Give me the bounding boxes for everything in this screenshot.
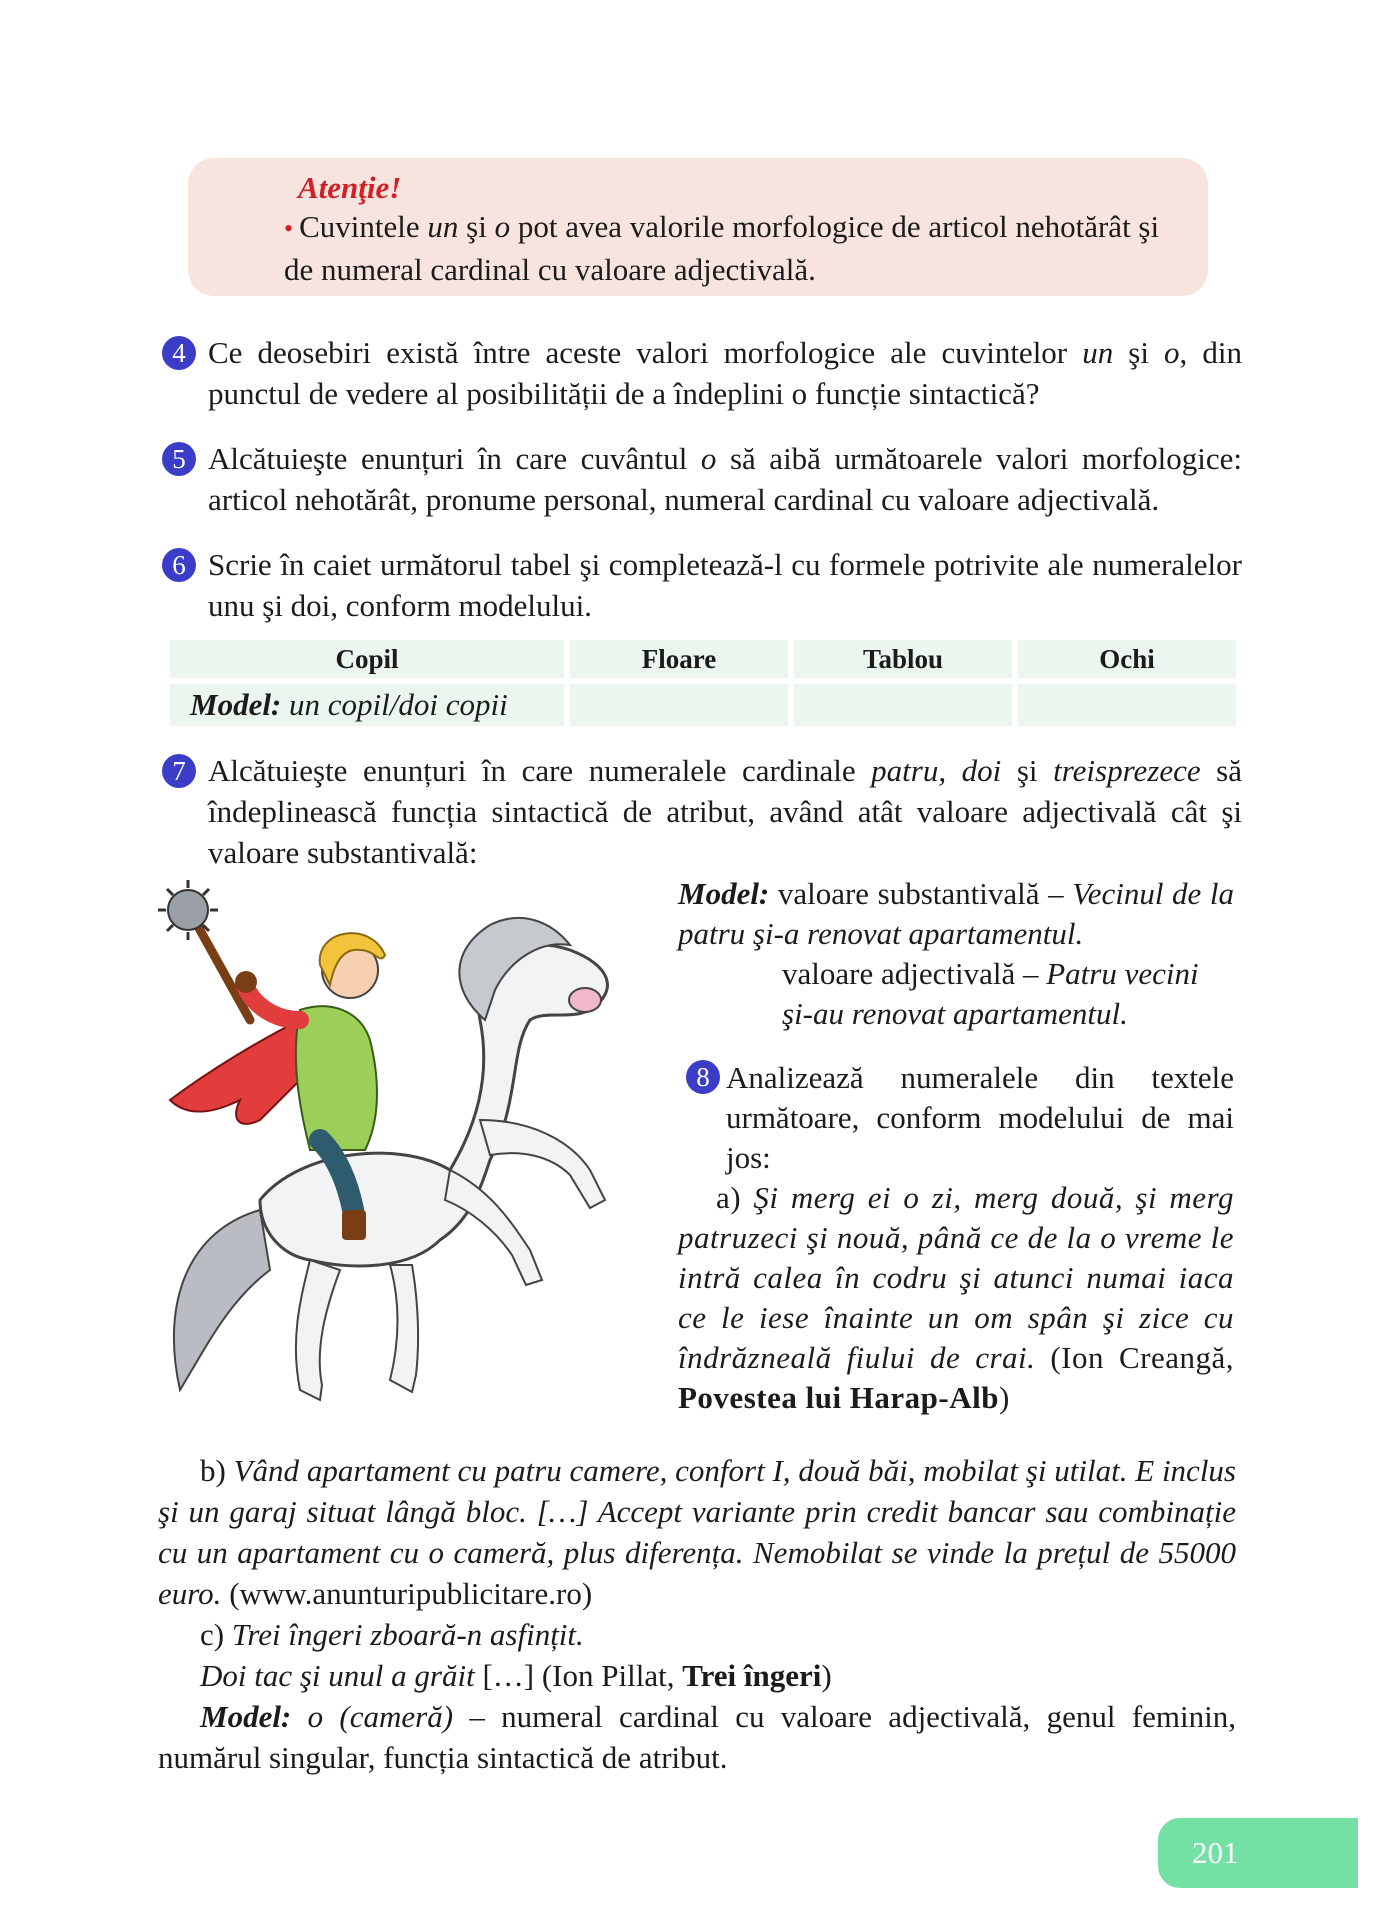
model-example-7: Model: valoare substantivală – Vecinul de la patru şi-a renovat apartamentul. valoare adjectivală – Patru vecini şi-au renovat apartamentul.: [678, 876, 1234, 1031]
exercise-text: Ce deosebiri există între aceste valori morfologice ale cuvintelor un şi o, din punctul de vedere al posibilității de a îndeplini o funcție sintactică?: [208, 335, 1242, 411]
exercise-text: Analizează numeralele din textele următoare, conform modelului de mai jos:: [726, 1060, 1234, 1175]
table-header-row: [170, 640, 1236, 678]
attention-box: [188, 158, 1208, 296]
exercise-7: [162, 750, 1242, 873]
table-header-cell: Ochi: [1018, 640, 1236, 678]
table-header-cell: Floare: [570, 640, 788, 678]
exercise-5: [162, 438, 1242, 520]
text-c: c) Trei îngeri zboară-n asfințit. Doi tac şi unul a grăit […] (Ion Pillat, Trei îngeri) Model: o (cameră) – numeral cardinal cu valoare adjectivală, genul feminin, numărul singular, funcția sintactică de atribut.: [158, 1614, 1236, 1778]
exercise-6: [162, 544, 1242, 626]
table-header-cell: Copil: [170, 640, 564, 678]
exercise-text: Alcătuieşte enunțuri în care cuvântul o să aibă următoarele valori morfologice: articol nehotărât, pronume personal, numeral cardinal cu valoare adjectivală.: [208, 441, 1242, 517]
table-empty-cell: [570, 684, 788, 726]
prince-on-horse-icon: [150, 870, 630, 1430]
bullet-icon: •: [284, 214, 294, 243]
attention-text: • Cuvintele un şi o pot avea valorile morfologice de articol nehotărât şi de numeral cardinal cu valoare adjectivală.: [284, 209, 1160, 287]
table-empty-cell: [1018, 684, 1236, 726]
exercise-number-badge: 5: [162, 442, 196, 476]
page-number: 201: [1192, 1835, 1239, 1870]
table-header-cell: Tablou: [794, 640, 1012, 678]
exercise-8: [678, 1058, 1234, 1418]
exercise-4: [162, 332, 1242, 414]
text-b: b) Vând apartament cu patru camere, confort I, două băi, mobilat şi utilat. E inclus şi un garaj situat lângă bloc. […] Accept variante prin credit bancar sau combinație cu un apartament cu o cameră, plus diferența. Nemobilat se vinde la prețul de 55000 euro. (www.anunturipublicitare.ro): [158, 1453, 1236, 1611]
exercise-number-badge: 4: [162, 336, 196, 370]
exercise-text: Alcătuieşte enunțuri în care numeralele cardinale patru, doi şi treisprezece să îndeplinească funcția sintactică de atribut, având atât valoare adjectivală cât şi valoare substantivală:: [208, 753, 1243, 870]
exercise-number-badge: 8: [686, 1060, 720, 1094]
model-example-8: Model: o (cameră) – numeral cardinal cu valoare adjectivală, genul feminin, numărul singular, funcția sintactică de atribut.: [158, 1699, 1236, 1775]
exercise-number-badge: 7: [162, 754, 196, 788]
exercise-number-badge: 6: [162, 548, 196, 582]
numeral-table: [164, 634, 1242, 732]
attention-title: Atenţie!: [298, 170, 402, 205]
text-a: a) Şi merg ei o zi, merg două, şi merg patruzeci şi nouă, până ce de la o vreme le intră calea în codru şi atunci numai iaca ce le iese înainte un om spân şi zice cu îndrăzneală fiului de crai. (Ion Creangă, Povestea lui Harap-Alb): [678, 1180, 1234, 1415]
table-row: [170, 684, 1236, 726]
page-number-tab: [1158, 1818, 1358, 1888]
table-empty-cell: [794, 684, 1012, 726]
table-model-cell: Model: un copil/doi copii: [170, 684, 564, 726]
exercise-text: Scrie în caiet următorul tabel şi completează-l cu formele potrivite ale numeralelor unu şi doi, conform modelului.: [208, 547, 1242, 623]
